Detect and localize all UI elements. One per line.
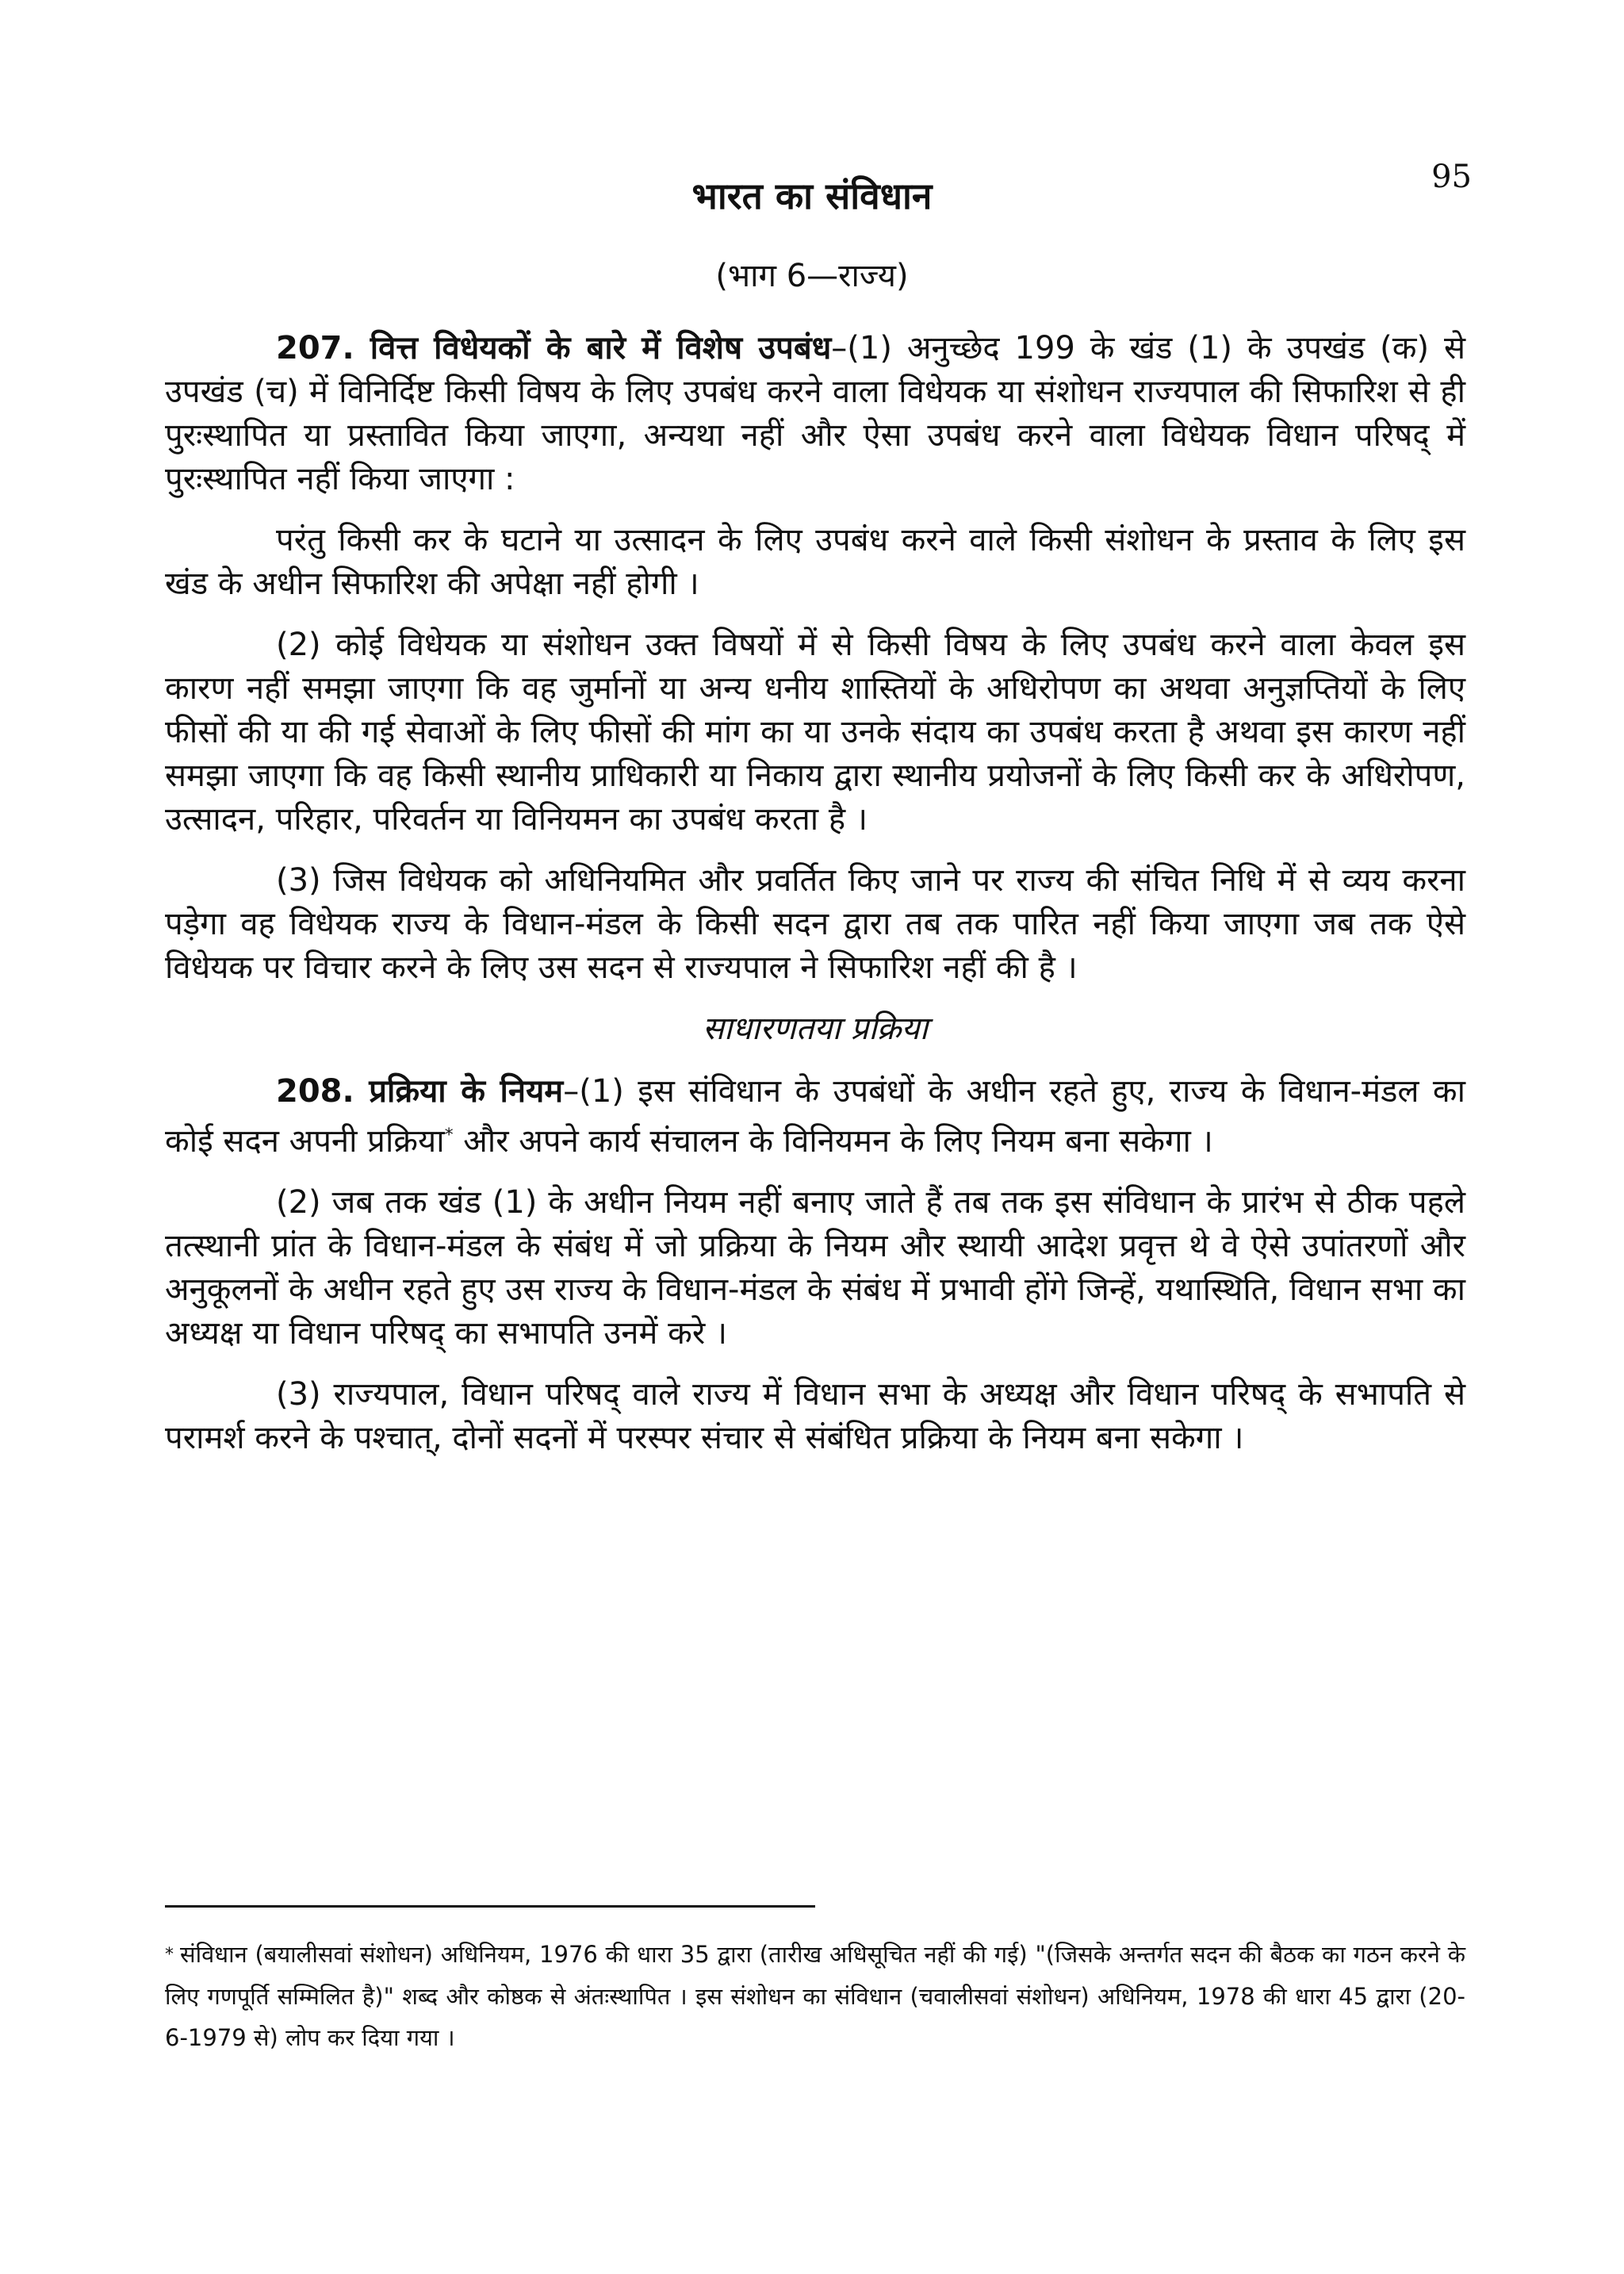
article-208-clause-2: (2) जब तक खंड (1) के अधीन नियम नहीं बनाए जाते हैं तब तक इस संविधान के प्रारंभ से ठीक पहले तत्स्थानी प्रांत के विधान-मंडल के संबंध में जो प्रक्रिया के नियम और स्थायी आदेश प्रवृत्त थे वे ऐसे उपांतरणों और अनुकूलनों के अधीन रहते हुए उस राज्य के विधान-मंडल के संबंध में प्रभावी होंगे जिन्हें, यथास्थिति, विधान सभा का अध्यक्ष या विधान परिषद् का सभापति उनमें करे । — [165, 1184, 1465, 1352]
article-208-clause-3: (3) राज्यपाल, विधान परिषद् वाले राज्य में विधान सभा के अध्यक्ष और विधान परिषद् के सभापति से परामर्श करने के पश्चात्, दोनों सदनों में परस्पर संचार से संबंधित प्रक्रिया के नियम बना सकेगा । — [165, 1376, 1465, 1456]
running-title: भारत का संविधान — [691, 174, 933, 217]
article-208-clause-1 — [165, 1070, 1465, 1164]
document-body — [165, 327, 1465, 1478]
article-208-title: 208. प्रक्रिया के नियम — [276, 1073, 564, 1110]
article-207-clause-1 — [165, 327, 1465, 501]
article-207-clause-2: (2) कोई विधेयक या संशोधन उक्त विषयों में से किसी विषय के लिए उपबंध करने वाला केवल इस कारण नहीं समझा जाएगा कि वह जुर्मानों या अन्य धनीय शास्तियों के अधिरोपण का अथवा अनुज्ञप्तियों के लिए फीसों की या की गई सेवाओं के लिए फीसों की मांग का या उनके संदाय का उपबंध करता है अथवा इस कारण नहीं समझा जाएगा कि वह किसी स्थानीय प्राधिकारी या निकाय द्वारा स्थानीय प्रयोजनों के लिए किसी कर के अधिरोपण, उत्सादन, परिहार, परिवर्तन या विनियमन का उपबंध करता है । — [165, 627, 1465, 838]
footnote-reference-mark[interactable]: * — [444, 1125, 454, 1145]
article-207-title: 207. वित्त विधेयकों के बारे में विशेष उपबंध — [276, 330, 832, 366]
article-207-clause-3: (3) जिस विधेयक को अधिनियमित और प्रवर्तित किए जाने पर राज्य की संचित निधि में से व्यय करना पड़ेगा वह विधेयक राज्य के विधान-मंडल के किसी सदन द्वारा तब तक पारित नहीं किया जाएगा जब तक ऐसे विधेयक पर विचार करने के लिए उस सदन से राज्यपाल ने सिफारिश नहीं की है । — [165, 862, 1465, 986]
page-number: 95 — [1431, 159, 1472, 195]
section-heading: साधारणतया प्रक्रिया — [702, 1010, 929, 1047]
article-208-clause-1-text-a: –(1) इस संविधान के उपबंधों के अधीन रहते हुए, राज्य के विधान-मंडल का कोई सदन अपनी प्रक्रिया — [165, 1073, 1465, 1160]
footnote-divider — [165, 1905, 815, 1908]
article-208-clause-1-text-b: और अपने कार्य संचालन के विनियमन के लिए नियम बना सकेगा । — [453, 1123, 1213, 1160]
part-heading: (भाग 6—राज्य) — [715, 258, 909, 294]
footnote-text: संविधान (बयालीसवां संशोधन) अधिनियम, 1976 की धारा 35 द्वारा (तारीख अधिसूचित नहीं की गई) "(जिसके अन्तर्गत सदन की बैठक का गठन करने के लिए गणपूर्ति सम्मिलित है)" शब्द और कोष्ठक से अंतःस्थापित । इस संशोधन का संविधान (चवालीसवां संशोधन) अधिनियम, 1978 की धारा 45 द्वारा (20-6-1979 से) लोप कर दिया गया । — [165, 1941, 1465, 2051]
article-207-proviso: परंतु किसी कर के घटाने या उत्सादन के लिए उपबंध करने वाले किसी संशोधन के प्रस्ताव के लिए इस खंड के अधीन सिफारिश की अपेक्षा नहीं होगी । — [165, 522, 1465, 602]
footnote — [165, 1934, 1465, 2058]
footnote-mark: * — [165, 1945, 174, 1965]
article-207-clause-1-text: –(1) अनुच्छेद 199 के खंड (1) के उपखंड (क) से उपखंड (च) में विनिर्दिष्ट किसी विषय के लिए उपबंध करने वाला विधेयक या संशोधन राज्यपाल की सिफारिश से ही पुरःस्थापित या प्रस्तावित किया जाएगा, अन्यथा नहीं और ऐसा उपबंध करने वाला विधेयक विधान परिषद् में पुरःस्थापित नहीं किया जाएगा : — [165, 330, 1465, 497]
